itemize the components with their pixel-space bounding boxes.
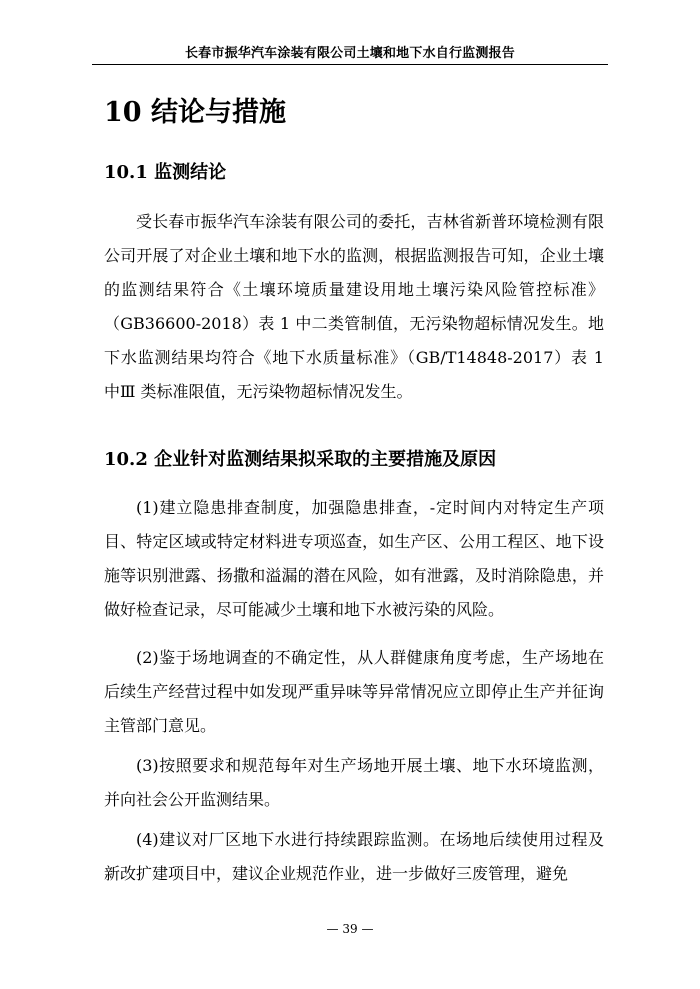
header-rule: [92, 64, 608, 65]
paragraph-measure-4: (4)建议对厂区地下水进行持续跟踪监测。在场地后续使用过程及新改扩建项目中，建议企业规范作业，进一步做好三废管理，避免: [104, 830, 604, 883]
paragraph-monitoring-conclusion: 受长春市振华汽车涂装有限公司的委托，吉林省新普环境检测有限公司开展了对企业土壤和地下水的监测，根据监测报告可知，企业土壤的监测结果符合《土壤环境质量建设用地土壤污染风险管控标准》（GB36600-2018）表 1 中二类管制值，无污染物超标情况发生。地下水监测结果均符合《地下水质量标准》（GB/T14848-2017）表 1 中Ⅲ 类标准限值，无污染物超标情况发生。: [104, 212, 604, 401]
section-title-10-1: 10.1 监测结论: [104, 162, 227, 183]
section-title-10-2: 10.2 企业针对监测结果拟采取的主要措施及原因: [104, 449, 497, 470]
page-number: — 39 —: [326, 922, 374, 936]
paragraph-measure-1: (1)建立隐患排查制度，加强隐患排查，-定时间内对特定生产项目、特定区域或特定材料进专项巡查，如生产区、公用工程区、地下设施等识别泄露、扬撒和溢漏的潜在风险，如有泄露，及时消除隐患，并做好检查记录，尽可能减少土壤和地下水被污染的风险。: [104, 498, 604, 619]
paragraph-measure-3: (3)按照要求和规范每年对生产场地开展土壤、地下水环境监测，并向社会公开监测结果。: [104, 756, 604, 809]
chapter-title: 10 结论与措施: [104, 97, 286, 128]
paragraph-measure-2: (2)鉴于场地调查的不确定性，从人群健康角度考虑，生产场地在后续生产经营过程中如发现严重异味等异常情况应立即停止生产并征询主管部门意见。: [104, 648, 604, 735]
running-header: 长春市振华汽车涂装有限公司土壤和地下水自行监测报告: [184, 46, 515, 61]
